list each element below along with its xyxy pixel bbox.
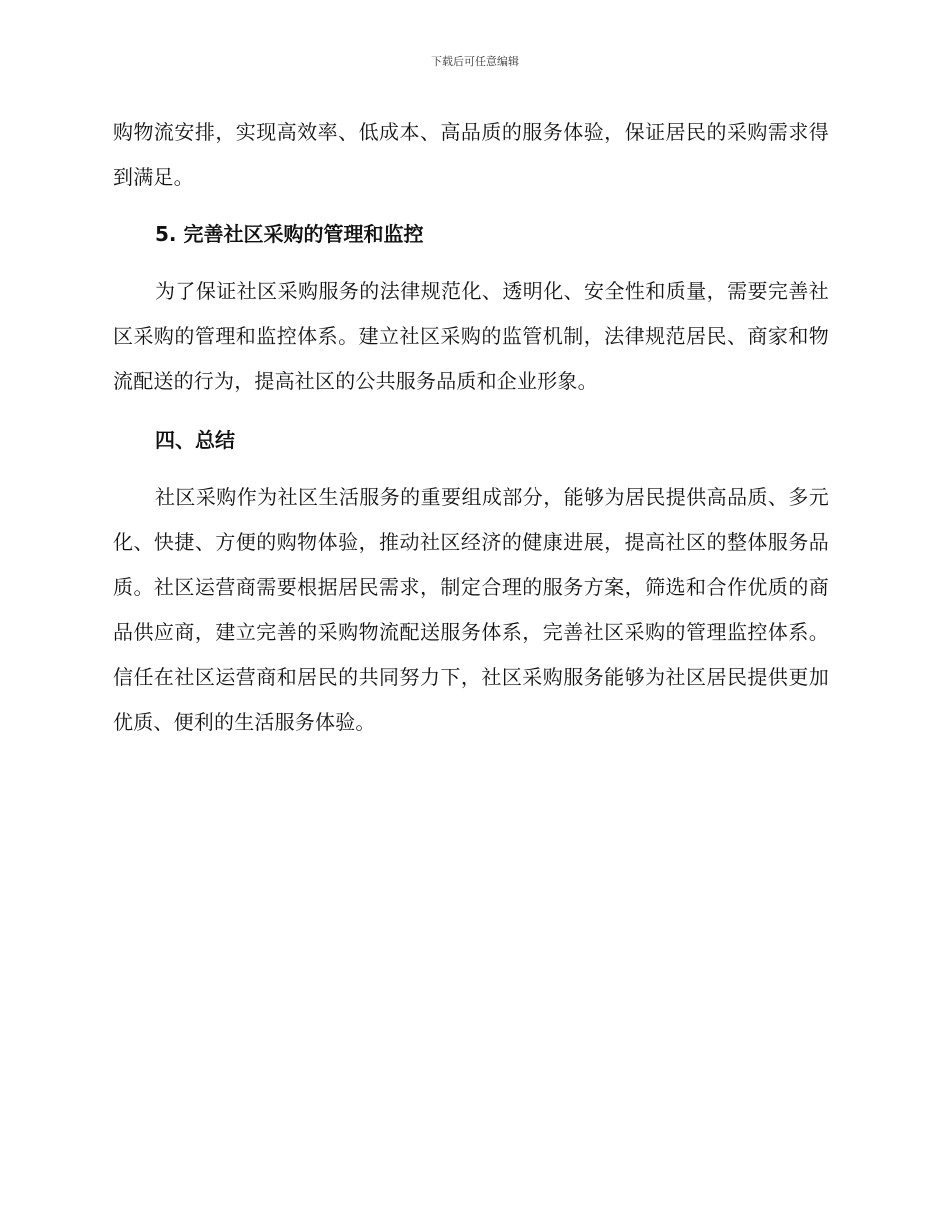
spacer: [113, 463, 829, 475]
spacer: [113, 200, 829, 212]
section-heading-5: 5. 完善社区采购的管理和监控: [155, 222, 424, 246]
document-body: [113, 110, 829, 745]
section-heading-summary: 四、总结: [155, 428, 235, 452]
continued-paragraph: 购物流安排，实现高效率、低成本、高品质的服务体验，保证居民的采购需求得到满足。: [113, 120, 829, 189]
summary-paragraph: 社区采购作为社区生活服务的重要组成部分，能够为居民提供高品质、多元化、快捷、方便的购物体验，推动社区经济的健康进展，提高社区的整体服务品质。社区运营商需要根据居民需求，制定合理的服务方案，筛选和合作优质的商品供应商，建立完善的采购物流配送服务体系，完善社区采购的管理监控体系。信任在社区运营商和居民的共同努力下，社区采购服务能够为社区居民提供更加优质、便利的生活服务体验。: [113, 485, 829, 734]
spacer: [113, 257, 829, 269]
spacer: [113, 404, 829, 418]
section-5-paragraph: 为了保证社区采购服务的法律规范化、透明化、安全性和质量，需要完善社区采购的管理和监控体系。建立社区采购的监管机制，法律规范居民、商家和物流配送的行为，提高社区的公共服务品质和企业形象。: [113, 279, 829, 393]
page-header: 下载后可任意编辑: [431, 55, 519, 68]
